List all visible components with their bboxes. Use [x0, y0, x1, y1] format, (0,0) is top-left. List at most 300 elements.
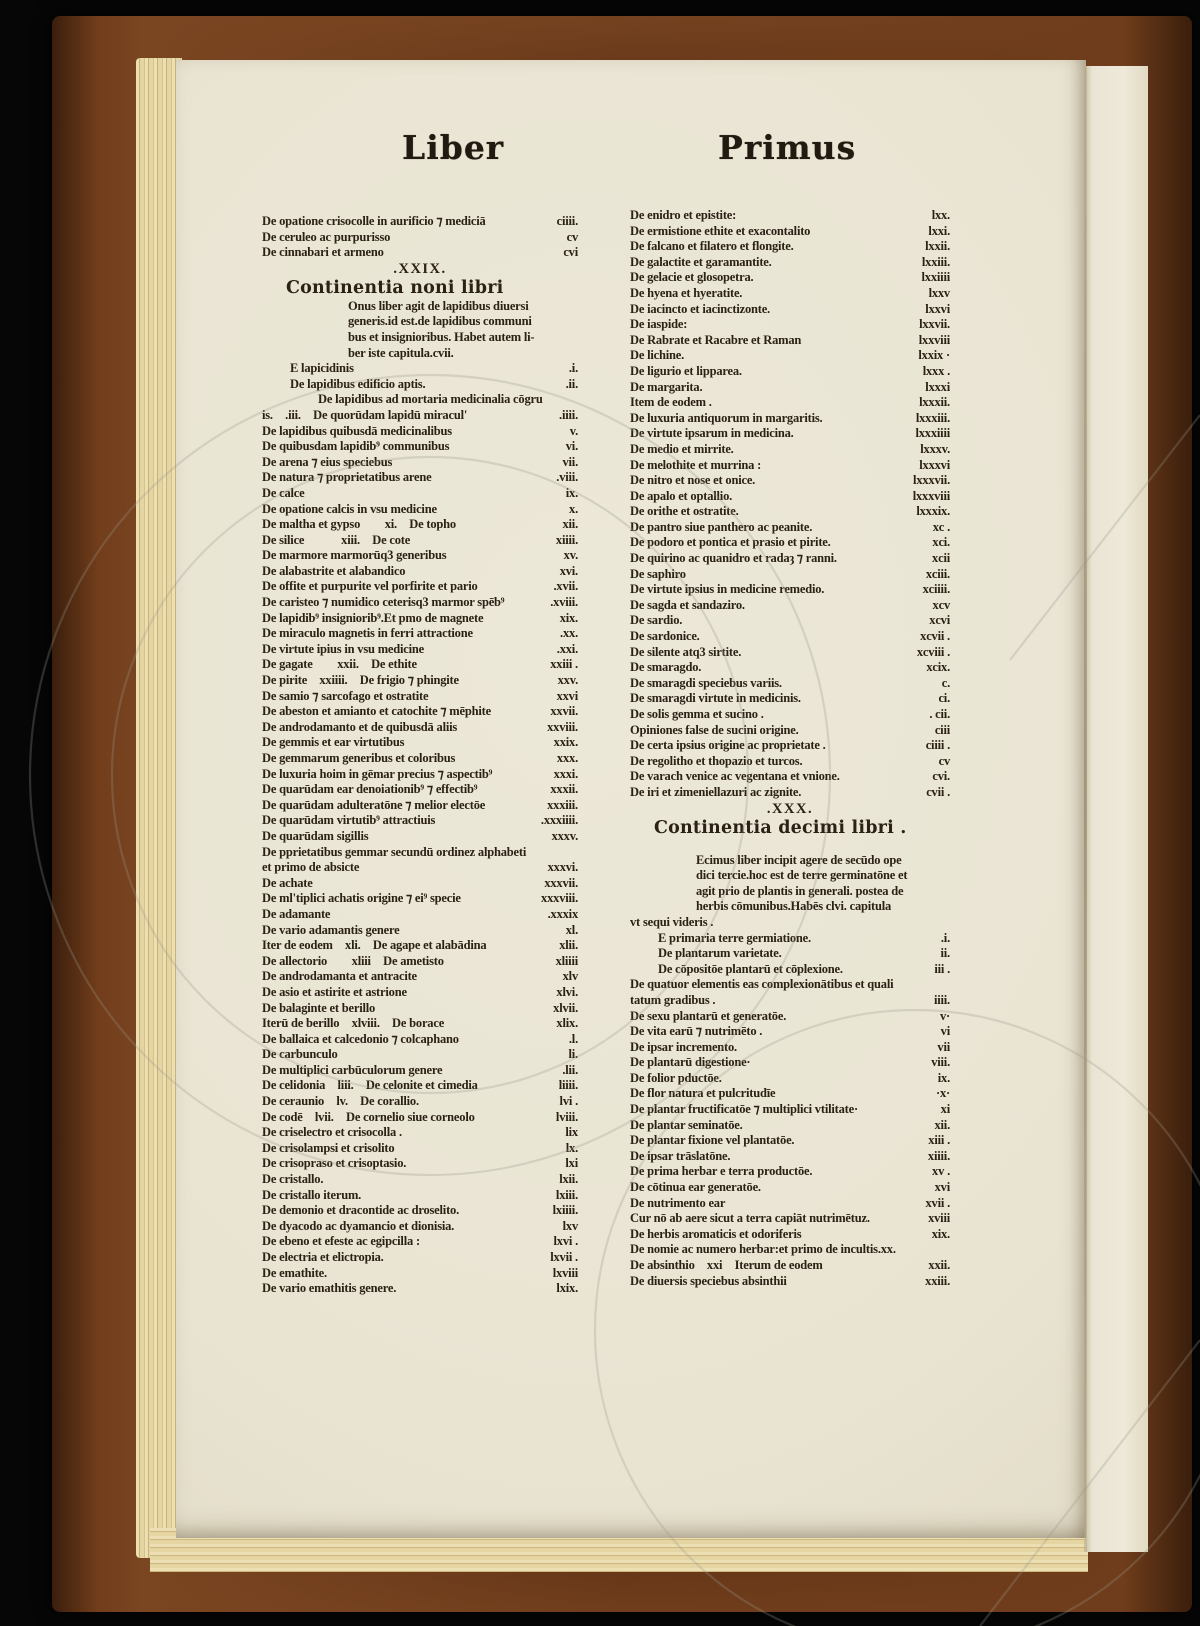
- toc-entry-title: De caristeo ⁊ numidico ceterisq3 marmor spēb⁹: [262, 595, 505, 610]
- toc-entry: [262, 876, 578, 892]
- toc-entry-title: De emathite.: [262, 1265, 327, 1280]
- toc-entry-title: E primaria terre germiatione.: [658, 930, 811, 945]
- toc-entry: [630, 567, 950, 583]
- toc-entry-chapter-number: lxxx .: [922, 363, 950, 378]
- toc-entry-title: De demonio et dracontide ac droselito.: [262, 1203, 460, 1218]
- toc-entry-title: De hyena et hyeratite.: [630, 285, 743, 300]
- toc-entry-chapter-number: .viii.: [556, 470, 578, 485]
- toc-entry-chapter-number: lxv: [562, 1218, 578, 1233]
- toc-entry-title: De crisolampsi et crisolito: [262, 1140, 395, 1155]
- toc-entry-chapter-number: xcv: [932, 597, 950, 612]
- section-number-heading: .XXX.: [766, 800, 814, 817]
- toc-entry-title: De melothite et murrina :: [630, 457, 762, 472]
- spacer: [630, 839, 950, 853]
- toc-entry: [630, 769, 950, 785]
- toc-entry: [262, 938, 578, 954]
- toc-entry-chapter-number: xxvii.: [550, 704, 578, 719]
- toc-entry-chapter-number: v.: [569, 423, 578, 438]
- toc-entry-title: De iacincto et iacinctizonte.: [630, 301, 770, 316]
- toc-entry-title: De calce: [262, 485, 305, 500]
- toc-entry-title: De miraculo magnetis in ferri attractione: [262, 626, 473, 641]
- toc-entry: [630, 411, 950, 427]
- toc-entry-chapter-number: xxvi: [556, 688, 578, 703]
- toc-entry: [262, 230, 578, 246]
- toc-entry: [630, 208, 950, 224]
- toc-entry-title: De pirite xxiiii. De frigio ⁊ phingite: [262, 673, 459, 688]
- toc-entry: [262, 1016, 578, 1032]
- toc-entry-title: De flor natura et pulcritudīe: [630, 1086, 776, 1101]
- toc-entry: [262, 860, 578, 876]
- toc-entry-title: De cristallo iterum.: [262, 1187, 362, 1202]
- toc-entry: [630, 380, 950, 396]
- toc-entry-title: Item de eodem .: [630, 395, 712, 410]
- toc-entry: [262, 1156, 578, 1172]
- toc-entry-title: De nutrimento ear: [630, 1195, 726, 1210]
- toc-entry: [630, 785, 950, 801]
- toc-entry: [262, 907, 578, 923]
- toc-entry-title: De achate: [262, 875, 313, 890]
- toc-entry-chapter-number: lxix.: [556, 1281, 578, 1296]
- toc-entry-title: De quibusdam lapidib⁹ communibus: [262, 439, 450, 454]
- toc-entry: [262, 408, 578, 424]
- toc-entry-chapter-number: xviii: [928, 1211, 950, 1226]
- toc-entry-title: De regolitho et thopazio et turcos.: [630, 753, 803, 768]
- toc-entry: [630, 364, 950, 380]
- toc-entry: [630, 676, 950, 692]
- toc-entry: [630, 1040, 950, 1056]
- toc-entry: [262, 517, 578, 533]
- toc-entry-chapter-number: xcix.: [926, 660, 950, 675]
- toc-entry: [630, 551, 950, 567]
- toc-entry-title: De multiplici carbūculorum genere: [262, 1062, 443, 1077]
- toc-entry-title: De silente atq3 sirtite.: [630, 644, 742, 659]
- toc-entry-chapter-number: xxiii .: [550, 657, 578, 672]
- toc-entry-title: De pprietatibus gemmar secundū ordinez alphabeti: [262, 844, 527, 859]
- book-summary-line: herbis cōmunibus.Habēs clvi. capitula: [696, 899, 892, 914]
- toc-entry: [262, 1203, 578, 1219]
- toc-entry-title: De pantro siue panthero ac peanite.: [630, 519, 813, 534]
- toc-entry-title: De solis gemma et sucino .: [630, 707, 764, 721]
- toc-entry-chapter-number: xiii .: [928, 1133, 950, 1148]
- toc-entry-chapter-number: xxxii.: [550, 782, 578, 797]
- toc-entry: [630, 1258, 950, 1274]
- facing-page-edge: [1086, 66, 1148, 1552]
- toc-entry-chapter-number: ii.: [940, 946, 950, 961]
- toc-entry-title: De gagate xxii. De ethite: [262, 657, 417, 672]
- toc-entry-title: De abeston et amianto et catochite ⁊ mēphite: [262, 704, 491, 719]
- toc-entry-chapter-number: .l.: [568, 1031, 578, 1046]
- toc-entry-chapter-number: lxii.: [559, 1172, 578, 1187]
- toc-entry-chapter-number: .xvii.: [553, 579, 578, 594]
- toc-entry-title: De diuersis speciebus absinthii: [630, 1273, 787, 1288]
- toc-entry: [630, 1118, 950, 1134]
- toc-entry-title: De quarūdam virtutib⁹ attractiuis: [262, 813, 436, 828]
- toc-entry: [262, 782, 578, 798]
- toc-entry: [630, 1086, 950, 1102]
- toc-entry-chapter-number: cvii .: [926, 784, 950, 799]
- toc-entry: [262, 392, 578, 408]
- toc-entry: [630, 1164, 950, 1180]
- toc-entry-chapter-number: ci.: [938, 691, 950, 706]
- toc-entry: [630, 931, 950, 947]
- toc-entry-chapter-number: lxiii.: [555, 1187, 578, 1202]
- toc-entry-title: De margarita.: [630, 379, 703, 394]
- toc-entry: [630, 286, 950, 302]
- toc-entry: [630, 691, 950, 707]
- toc-entry: [262, 689, 578, 705]
- toc-entry-chapter-number: lix: [565, 1125, 578, 1140]
- toc-entry-chapter-number: xix.: [559, 610, 578, 625]
- toc-entry-title: De nitro et nose et onice.: [630, 473, 756, 488]
- toc-entry: [262, 611, 578, 627]
- toc-entry-chapter-number: lxxxiii.: [915, 410, 950, 425]
- toc-entry-chapter-number: ·x·: [936, 1086, 950, 1101]
- toc-entry-chapter-number: xxxv.: [551, 828, 578, 843]
- toc-entry-title: De herbis aromaticis et odoriferis: [630, 1226, 802, 1241]
- toc-entry: [630, 1274, 950, 1290]
- toc-entry-chapter-number: xxix.: [553, 735, 578, 750]
- toc-entry-chapter-number: lxxvi: [925, 301, 950, 316]
- toc-entry-title: De smaragdi speciebus variis.: [630, 675, 782, 690]
- toc-entry-title: De ipsar trāslatōne.: [630, 1148, 731, 1163]
- toc-entry-chapter-number: lxxii.: [925, 239, 950, 254]
- toc-entry-title: De falcano et filatero et flongite.: [630, 239, 794, 254]
- toc-entry-title: De medio et mirrite.: [630, 441, 734, 456]
- toc-entry-chapter-number: lxxxv.: [920, 441, 950, 456]
- toc-entry-title: De natura ⁊ proprietatibus arene: [262, 470, 432, 485]
- toc-entry-chapter-number: .iiii.: [559, 407, 578, 422]
- toc-entry: [262, 486, 578, 502]
- toc-entry-title: De ermistione ethite et exacontalito: [630, 223, 811, 238]
- toc-entry-chapter-number: .xxxiiii.: [540, 813, 578, 828]
- toc-entry: [630, 1242, 950, 1258]
- toc-entry-chapter-number: ix.: [565, 485, 578, 500]
- toc-entry: [262, 673, 578, 689]
- book-summary-line: Ecimus liber incipit agere de secūdo ope: [696, 852, 902, 867]
- toc-entry: [630, 458, 950, 474]
- toc-entry-title: De criselectro et crisocolla .: [262, 1125, 402, 1140]
- toc-entry-title: De ballaica et calcedonio ⁊ colcaphano: [262, 1031, 459, 1046]
- toc-entry-title: De gelacie et glosopetra.: [630, 270, 754, 285]
- toc-entry: [630, 348, 950, 364]
- toc-entry-chapter-number: lxvii .: [550, 1250, 578, 1264]
- toc-entry: [262, 533, 578, 549]
- toc-entry-title: De balaginte et berillo: [262, 1000, 376, 1015]
- toc-entry-title: De cristallo.: [262, 1172, 324, 1187]
- toc-entry: [262, 1172, 578, 1188]
- toc-entry-chapter-number: viii.: [931, 1055, 950, 1070]
- toc-entry: [262, 1141, 578, 1157]
- toc-entry-chapter-number: lxxxii.: [919, 395, 950, 410]
- toc-entry: [630, 645, 950, 661]
- toc-entry-title: De prima herbar e terra productōe.: [630, 1164, 813, 1179]
- book-summary-line: agit prio de plantis in generali. postea de: [696, 883, 904, 898]
- toc-entry-title: De silice xiii. De cote: [262, 532, 411, 547]
- toc-entry-title: De lapidibus ad mortaria medicinalia cōgru: [318, 392, 543, 407]
- toc-entry: [262, 455, 578, 471]
- toc-entry-chapter-number: xxx.: [556, 751, 578, 765]
- toc-entry-title: De alabastrite et alabandico: [262, 563, 406, 578]
- toc-entry-title: De cinnabari et armeno: [262, 245, 384, 260]
- toc-entry-title: De sagda et sandaziro.: [630, 597, 745, 612]
- toc-entry: [630, 598, 950, 614]
- toc-entry-chapter-number: xc .: [932, 519, 950, 534]
- running-header-primus: Primus: [718, 128, 857, 167]
- toc-entry-title: De ipsar incremento.: [630, 1039, 737, 1054]
- toc-entry: [262, 735, 578, 751]
- toc-entry-title: De quarūdam ear denoiationib⁹ ⁊ effectib⁹: [262, 782, 478, 797]
- toc-entry-title: De vario emathitis genere.: [262, 1281, 397, 1296]
- toc-entry: [262, 891, 578, 907]
- toc-entry: [630, 489, 950, 505]
- toc-entry-title: De smaragdi virtute in medicinis.: [630, 691, 801, 706]
- toc-entry-title: De lapidibus edificio aptis.: [290, 376, 426, 391]
- toc-entry-chapter-number: iii .: [934, 961, 950, 976]
- toc-entry-title: Iter de eodem xli. De agape et alabādina: [262, 938, 487, 953]
- toc-entry-chapter-number: xcvi: [929, 613, 950, 628]
- toc-entry: [630, 442, 950, 458]
- toc-entry-title: De cōpositōe plantarū et cōplexione.: [658, 961, 843, 976]
- toc-entry-chapter-number: lxxiiii: [921, 270, 950, 285]
- toc-entry-chapter-number: cvi: [563, 245, 578, 260]
- toc-entry: [262, 657, 578, 673]
- toc-entry-chapter-number: lxxxi: [925, 379, 950, 394]
- toc-entry: [262, 720, 578, 736]
- toc-entry-title: De adamante: [262, 906, 331, 921]
- toc-entry-title: De carbunculo: [262, 1047, 338, 1062]
- toc-entry-chapter-number: xii.: [934, 1117, 950, 1132]
- toc-entry-title: De saphiro: [630, 566, 686, 581]
- toc-entry: [630, 754, 950, 770]
- toc-entry: [262, 548, 578, 564]
- toc-entry-title: De maltha et gypso xi. De topho: [262, 517, 456, 532]
- running-header-liber: Liber: [402, 128, 505, 167]
- toc-entry-chapter-number: lxxiii.: [921, 254, 950, 269]
- page-gutter: [1084, 66, 1087, 1552]
- toc-entry-title: De virtute ipsarum in medicina.: [630, 426, 794, 441]
- toc-entry-title: De cōtinua ear generatōe.: [630, 1180, 761, 1195]
- toc-entry-title: De ebeno et efeste ac egipcilla :: [262, 1234, 420, 1249]
- toc-entry-chapter-number: li.: [568, 1047, 578, 1062]
- toc-entry: [262, 214, 578, 230]
- toc-entry-title: Opiniones false de sucini origine.: [630, 722, 799, 737]
- toc-entry-title: De plantarum varietate.: [658, 946, 782, 961]
- toc-entry-title: De opatione calcis in vsu medicine: [262, 501, 437, 516]
- toc-entry: [262, 767, 578, 783]
- toc-entry-title: De plantar fixione vel plantatōe.: [630, 1133, 795, 1148]
- toc-entry-title: tatum gradibus .: [630, 992, 716, 1007]
- toc-entry-chapter-number: c.: [941, 675, 950, 690]
- toc-entry-title: De quirino ac quanidro et radaȝ ⁊ ranni.: [630, 551, 837, 566]
- toc-entry-title: Cur nō ab aere sicut a terra capiāt nutrimētuz.: [630, 1211, 870, 1226]
- toc-entry-chapter-number: xciiii.: [922, 582, 950, 597]
- toc-entry: [262, 751, 578, 767]
- toc-entry-chapter-number: lxxix ·: [918, 348, 950, 363]
- toc-entry-chapter-number: xxxviii.: [541, 891, 578, 906]
- toc-entry-title: De codē lvii. De cornelio siue corneolo: [262, 1109, 475, 1124]
- toc-entry: [262, 1047, 578, 1063]
- toc-entry: [262, 1250, 578, 1266]
- toc-entry: [630, 1180, 950, 1196]
- toc-entry-chapter-number: lxxxix.: [916, 504, 950, 519]
- toc-entry-chapter-number: lxxxiiii: [915, 426, 950, 441]
- toc-entry: [630, 962, 950, 978]
- toc-entry-title: De vario adamantis genere: [262, 922, 400, 937]
- toc-entry-chapter-number: .lii.: [562, 1062, 578, 1077]
- toc-entry-title: De enidro et epistite:: [630, 208, 737, 222]
- toc-entry-title: De plantarū digestione·: [630, 1055, 751, 1070]
- toc-entry-chapter-number: ciii: [934, 722, 950, 737]
- toc-entry: [630, 915, 950, 931]
- toc-entry-title: De orithe et ostratite.: [630, 504, 739, 519]
- toc-entry: [262, 1078, 578, 1094]
- toc-entry: [630, 1211, 950, 1227]
- toc-entry: [262, 361, 578, 377]
- toc-entry-chapter-number: xxv.: [557, 673, 578, 688]
- toc-entry: [630, 395, 950, 411]
- toc-entry-chapter-number: xci.: [932, 535, 950, 550]
- toc-entry: [262, 377, 578, 393]
- toc-entry: [262, 1281, 578, 1297]
- toc-entry: [262, 1063, 578, 1079]
- toc-entry-chapter-number: lxxxvi: [919, 457, 950, 472]
- running-header: [0, 128, 1200, 172]
- toc-entry: [630, 520, 950, 536]
- toc-entry-chapter-number: .xxi.: [556, 641, 578, 656]
- toc-entry-title: De allectorio xliii De ametisto: [262, 953, 444, 968]
- toc-entry: [262, 245, 578, 261]
- book-summary-line: bus et insignioribus. Habet autem li-: [348, 329, 535, 344]
- book-summary-line: generis.id est.de lapidibus communi: [348, 314, 532, 329]
- toc-entry-chapter-number: x.: [569, 501, 578, 516]
- toc-entry-title: is. .iii. De quorūdam lapidū miracul': [262, 407, 468, 422]
- toc-entry-chapter-number: xvi.: [559, 563, 578, 578]
- toc-entry: [262, 798, 578, 814]
- toc-entry-title: E lapicidinis: [290, 361, 354, 376]
- toc-entry-title: De lapidib⁹ insigniorib⁹.Et pmo de magnete: [262, 610, 484, 625]
- toc-entry-title: De virtute ipius in vsu medicine: [262, 641, 425, 656]
- toc-entry: [630, 504, 950, 520]
- toc-entry-title: De plantar fructificatōe ⁊ multiplici vtilitate·: [630, 1102, 858, 1117]
- toc-entry-title: De luxuria antiquorum in margaritis.: [630, 410, 823, 425]
- toc-entry: [262, 626, 578, 642]
- toc-entry-title: De quarūdam sigillis: [262, 828, 369, 843]
- toc-entry: [630, 317, 950, 333]
- book-summary-line: Onus liber agit de lapidibus diuersi: [348, 298, 529, 313]
- toc-entry: [262, 424, 578, 440]
- toc-entry: [262, 579, 578, 595]
- toc-entry: [630, 723, 950, 739]
- toc-entry-title: De gemmarum generibus et coloribus: [262, 751, 456, 765]
- toc-entry: [262, 829, 578, 845]
- toc-entry-chapter-number: .i.: [940, 930, 950, 945]
- toc-entry-title: De electria et elictropia.: [262, 1250, 384, 1264]
- toc-entry-title: De ml'tiplici achatis origine ⁊ ei⁹ specie: [262, 891, 461, 906]
- toc-entry: [262, 1110, 578, 1126]
- toc-entry-chapter-number: vi: [940, 1024, 950, 1039]
- toc-entry: [630, 613, 950, 629]
- toc-column-left: [262, 214, 578, 1297]
- toc-entry-chapter-number: xxviii.: [547, 719, 578, 734]
- toc-entry-title: De ceraunio lv. De corallio.: [262, 1094, 419, 1109]
- toc-entry-title: De androdamanta et antracite: [262, 969, 417, 984]
- toc-entry: [630, 629, 950, 645]
- toc-entry-chapter-number: xcviii .: [916, 644, 950, 659]
- toc-entry-chapter-number: xlv: [562, 969, 578, 984]
- toc-entry: [630, 473, 950, 489]
- toc-entry-chapter-number: iiii.: [933, 992, 950, 1007]
- toc-entry-title: De ceruleo ac purpurisso: [262, 229, 391, 244]
- toc-entry-title: De offite et purpurite vel porfirite et pario: [262, 579, 478, 594]
- book-summary-line: dici tercie.hoc est de terre germinatōne et: [696, 868, 908, 883]
- toc-entry-title: De opatione crisocolle in aurificio ⁊ mediciā: [262, 214, 486, 228]
- toc-entry-chapter-number: .xx.: [560, 626, 578, 641]
- toc-entry: [630, 1024, 950, 1040]
- toc-entry: [262, 595, 578, 611]
- toc-entry-title: De galactite et garamantite.: [630, 254, 772, 269]
- toc-entry-chapter-number: .ii.: [565, 376, 578, 391]
- toc-entry-chapter-number: xv .: [932, 1164, 950, 1179]
- toc-entry-chapter-number: xxii.: [928, 1258, 950, 1272]
- toc-entry-chapter-number: xii.: [562, 517, 578, 532]
- toc-entry-title: De celidonia liii. De celonite et cimedia: [262, 1078, 478, 1093]
- toc-entry: [262, 564, 578, 580]
- toc-entry-title: De quarūdam adulteratōne ⁊ melior electōe: [262, 797, 486, 812]
- toc-entry: [262, 923, 578, 939]
- book-summary-paragraph: [630, 853, 950, 915]
- toc-entry-chapter-number: xliiii: [555, 953, 578, 968]
- toc-column-right: [630, 208, 950, 1289]
- toc-entry-chapter-number: cv: [938, 753, 950, 768]
- toc-entry-title: De sardio.: [630, 613, 683, 628]
- toc-entry: [262, 954, 578, 970]
- toc-entry-chapter-number: xv.: [563, 548, 578, 563]
- toc-entry-chapter-number: vi.: [565, 439, 578, 454]
- toc-entry-title: De sardonice.: [630, 629, 700, 644]
- toc-entry-title: vt sequi videris .: [630, 914, 714, 929]
- toc-entry: [630, 1009, 950, 1025]
- toc-entry: [630, 1196, 950, 1212]
- toc-entry-chapter-number: xcii: [932, 551, 950, 566]
- toc-entry-chapter-number: cvi.: [932, 769, 950, 784]
- toc-entry: [262, 1219, 578, 1235]
- toc-entry-chapter-number: lviii.: [555, 1109, 578, 1124]
- toc-entry-title: De plantar seminatōe.: [630, 1117, 743, 1132]
- toc-entry-chapter-number: xvii .: [925, 1195, 950, 1210]
- toc-entry-chapter-number: xl.: [565, 922, 578, 937]
- toc-entry: [630, 535, 950, 551]
- toc-entry: [630, 333, 950, 349]
- toc-entry-chapter-number: xxxvi.: [547, 860, 578, 875]
- book-contents-heading: Continentia noni libri: [286, 277, 504, 298]
- toc-entry-title: et primo de absicte: [262, 860, 360, 875]
- toc-entry: [630, 426, 950, 442]
- toc-entry-chapter-number: lxxi.: [928, 223, 950, 238]
- toc-entry-title: De lapidibus quibusdā medicinalibus: [262, 423, 452, 438]
- book-summary-paragraph: [262, 299, 578, 361]
- toc-entry-chapter-number: xciii.: [925, 566, 950, 581]
- toc-entry-chapter-number: lxviii: [552, 1265, 578, 1280]
- toc-entry-title: De quatuor elementis eas complexionātibus et quali: [630, 977, 894, 992]
- toc-entry-chapter-number: xxxvii.: [544, 875, 578, 890]
- toc-entry-chapter-number: .xviii.: [550, 595, 578, 610]
- book-contents-heading: Continentia decimi libri .: [654, 817, 907, 838]
- toc-entry-chapter-number: vii: [937, 1039, 950, 1054]
- toc-entry-title: De Rabrate et Racabre et Raman: [630, 332, 802, 347]
- toc-entry-chapter-number: ix.: [937, 1070, 950, 1085]
- toc-entry: [630, 1133, 950, 1149]
- toc-entry: [630, 660, 950, 676]
